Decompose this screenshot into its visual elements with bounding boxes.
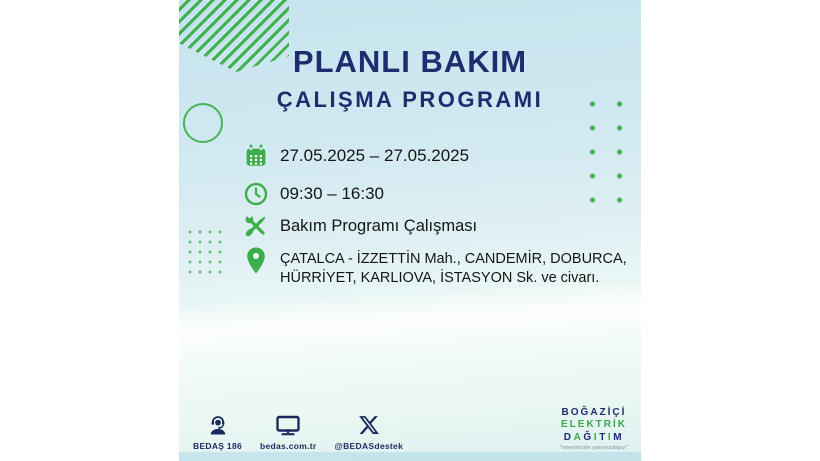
title-line-2: ÇALIŞMA PROGRAMI [276,87,544,112]
monitor-icon [275,412,301,438]
contact-website [260,412,317,451]
x-logo-icon [356,412,382,438]
contact-x-account [335,412,404,451]
clock-icon [243,181,269,207]
work-type-row [243,213,477,239]
logo-tagline: "enerjimizle yanınızdayız" [560,445,628,452]
location-pin-icon [243,248,269,274]
page-title [179,44,641,113]
tools-icon [243,213,269,239]
footer-contacts [193,412,403,451]
logo-line-dagitim: DAĞITIM [563,431,625,443]
work-type-value: Bakım Programı Çalışması [280,216,478,235]
time-row [243,181,384,207]
location-line-2: HÜRRİYET, KARLIOVA, İSTASYON Sk. ve civarı. [280,270,600,287]
title-line-1: PLANLI BAKIM [292,44,528,79]
announcement-card [179,0,641,461]
date-value: 27.05.2025 – 27.05.2025 [280,146,470,165]
logo-line-elektrik: ELEKTRİK [561,419,627,431]
bottom-strip-decoration [179,452,641,461]
contact-website-label: bedas.com.tr [260,441,317,451]
contact-x-account-label: @BEDASdestek [334,441,404,451]
support-agent-icon [205,412,231,438]
location-line-1: ÇATALCA - İZZETTİN Mah., CANDEMİR, DOBURCA, [280,251,627,267]
calendar-icon [243,143,269,169]
time-value: 09:30 – 16:30 [280,184,384,203]
location-value [280,248,627,288]
date-row [243,143,469,169]
logo-line-bogazici: BOĞAZİÇİ [561,406,627,418]
company-logo [550,407,638,452]
contact-call-center [193,412,242,451]
contact-call-center-label: BEDAŞ 186 [193,441,242,451]
dots-grid-small-decoration [185,227,223,275]
location-row [243,248,627,288]
